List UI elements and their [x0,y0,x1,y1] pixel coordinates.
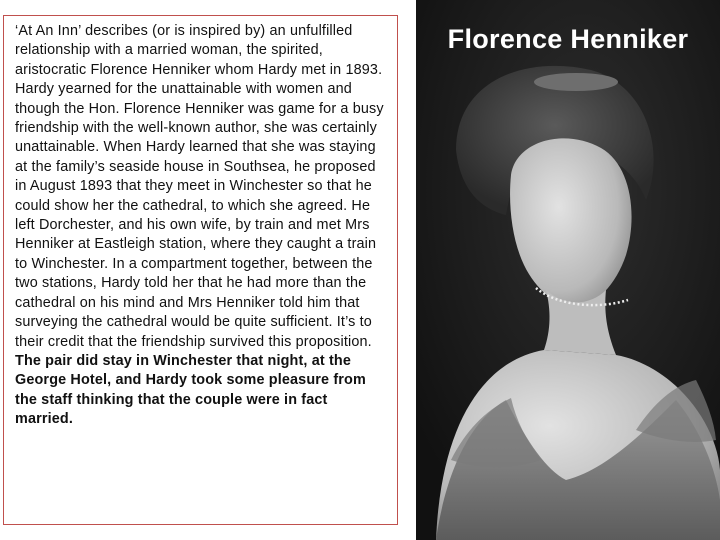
body-text-bold: The pair did stay in Winchester that night, at the George Hotel, and Hardy took some pleasure from the staff thinking that the couple were in fact married. [15,352,366,428]
body-text: ‘At An Inn’ describes (or is inspired by) an unfulfilled relationship with a married woman, the spirited, aristocratic Florence Henniker whom Hardy met in 1893. Hardy yearned for the unattainable with women and though the Hon. Florence Henniker was game for a busy friendship with the well-known author, she was certainly unattainable. When Hardy learned that she was staying at the family’s seaside house in Southsea, he proposed in August 1893 that they meet in Winchester so that he could show her the cathedral, to which she agreed. He left Dorchester, and his own wife, by train and met Mrs Henniker at Eastleigh station, where they caught a train to Winchester. In a compartment together, between the two stations, Hardy told her that he had more than the cathedral on his mind and Mrs Henniker told him that surveying the cathedral would be quite sufficient. It’s to their credit that the friendship survived this proposition. [15,23,384,350]
portrait-title: Florence Henniker [447,24,689,54]
portrait-hair-ornament [534,73,618,91]
portrait-panel [416,0,720,540]
body-text-box [3,15,398,525]
portrait-photo [416,0,720,540]
